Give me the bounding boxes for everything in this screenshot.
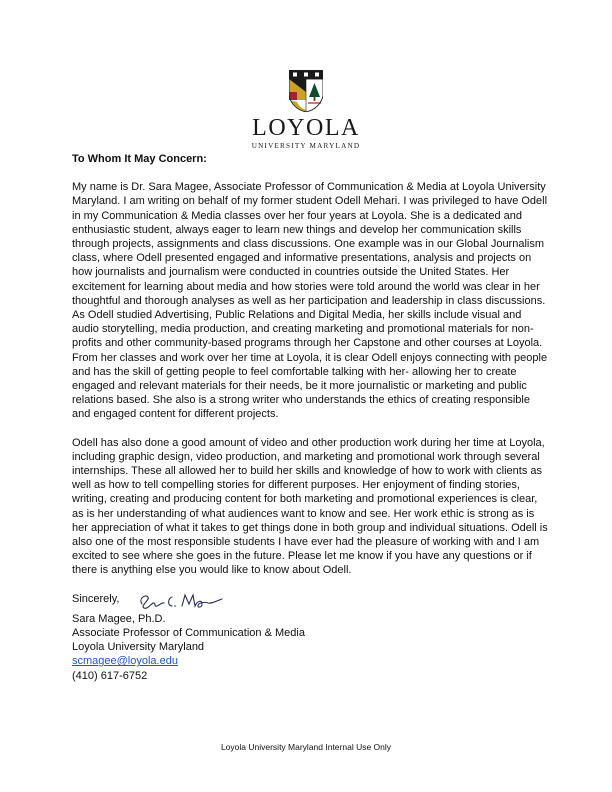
letter-body xyxy=(72,152,550,683)
loyola-crest-icon xyxy=(289,70,323,112)
letter-paragraph-1: My name is Dr. Sara Magee, Associate Professor of Communication & Media at Loyola University Maryland. I am writing on behalf of my former student Odell Mehari. I was privileged to have Odell in my Communication & Media classes over her four years at Loyola. She is a dedicated and enthusiastic student, always eager to learn new things and develop her communication skills through projects, assignments and class discussions. One example was in our Global Journalism class, where Odell presented engaged and informative presentations, analysis and projects on how journalists and journalism were conducted in countries outside the United States. Her excitement for learning about media and how stories were told around the world was clear in her thoughtful and thorough analyses as well as her participation and leadership in class discussions. As Odell studied Advertising, Public Relations and Digital Media, her skills include visual and audio storytelling, media production, and creating marketing and promotional materials for non-profits and other community-based programs through her Capstone and other courses at Loyola. From her classes and work over her time at Loyola, it is clear Odell enjoys connecting with people and has the skill of getting people to feel comfortable talking with her- allowing her to create engaged and relevant materials for their needs, be it more journalistic or marketing and public relations based. She also is a strong writer who understands the ethics of creating responsible and engaged content for different projects. xyxy=(72,181,548,421)
handwritten-signature xyxy=(136,588,226,612)
closing-row xyxy=(72,592,550,612)
letter-closing: Sincerely, xyxy=(72,592,120,605)
signature-block xyxy=(72,612,550,683)
page-footer: Loyola University Maryland Internal Use Only xyxy=(220,742,392,752)
signer-institution: Loyola University Maryland xyxy=(72,641,205,654)
logo-subtitle: UNIVERSITY MARYLAND xyxy=(251,142,361,150)
logo-wordmark: LOYOLA xyxy=(252,115,360,141)
signer-phone: (410) 617-6752 xyxy=(72,669,148,682)
signer-name: Sara Magee, Ph.D. xyxy=(72,612,166,625)
signer-email-link[interactable]: scmagee@loyola.edu xyxy=(72,655,178,668)
university-logo xyxy=(0,70,612,150)
letter-paragraph-2: Odell has also done a good amount of video and other production work during her time at Loyola, including graphic design, video production, and marketing and promotional work through several internships. These all allowed her to build her skills and knowledge of how to work with clients as well as how to tell compelling stories for different purposes. Her enjoyment of finding stories, writing, creating and producing content for both marketing and promotional experiences is clear, as is her understanding of what audiences want to know and see. Her work ethic is strong as is her appreciation of what it takes to get things done in both group and individual situations. Odell is also one of the most responsible students I have ever had the pleasure of working with and I am excited to see where she goes in the future. Please let me know if you have any questions or if there is anything else you would like to know about Odell. xyxy=(72,436,548,577)
signer-title: Associate Professor of Communication & Media xyxy=(72,626,305,639)
letter-greeting: To Whom It May Concern: xyxy=(72,153,207,165)
